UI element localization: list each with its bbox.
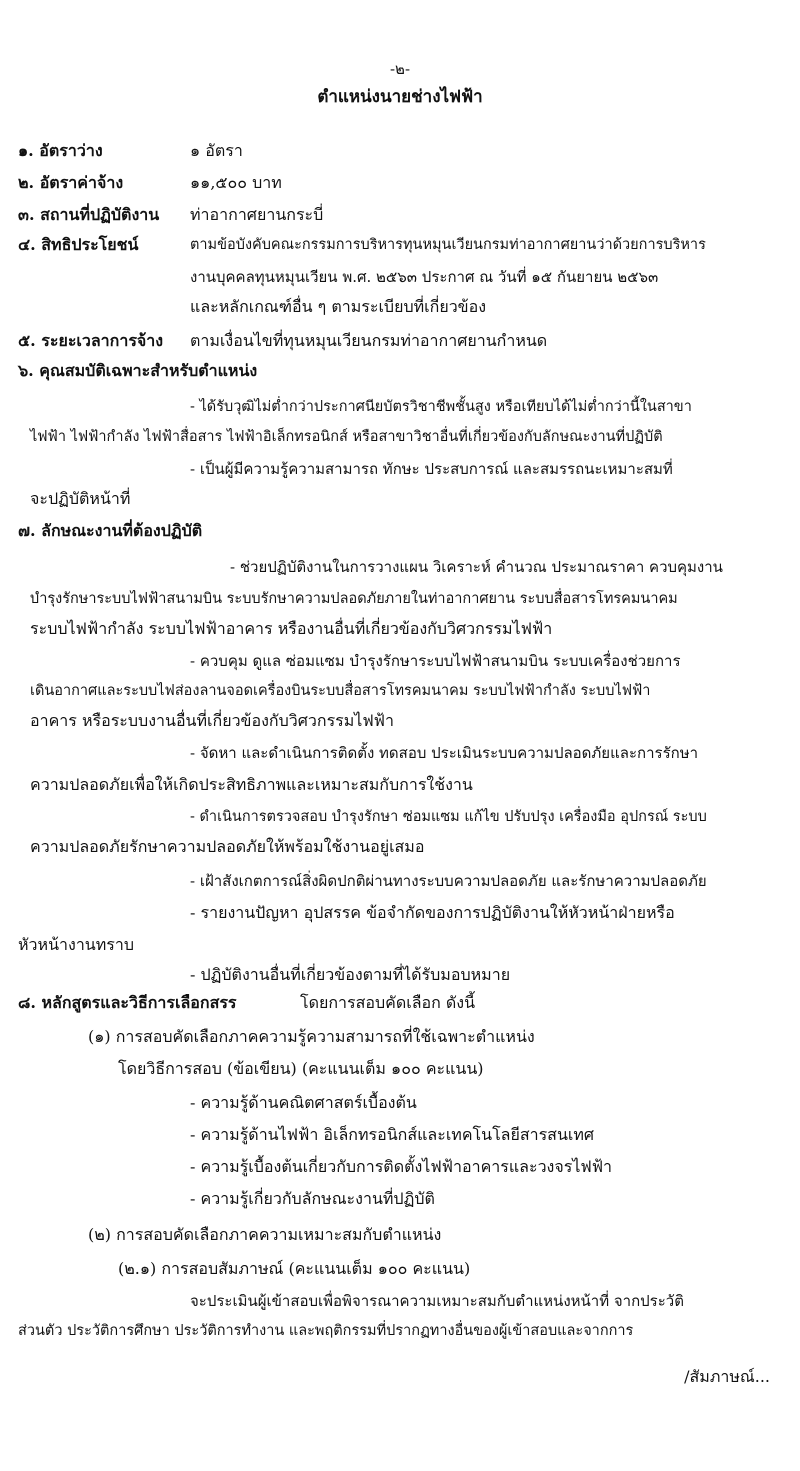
continuation-marker: /สัมภาษณ์... bbox=[684, 1367, 770, 1386]
section-7-text: ความปลอดภัยรักษาความปลอดภัยให้พร้อมใช้งานอยู่เสมอ bbox=[30, 837, 425, 856]
list-item: - ความรู้ด้านคณิตศาสตร์เบื้องต้น bbox=[190, 1093, 417, 1112]
section-1-label: ๑. อัตราว่าง bbox=[18, 141, 103, 160]
section-2-label: ๒. อัตราค่าจ้าง bbox=[18, 173, 124, 192]
section-7-text: - จัดหา และดำเนินการติดตั้ง ทดสอบ ประเมินระบบความปลอดภัยและการรักษา bbox=[190, 744, 699, 762]
section-4-line: ตามข้อบังคับคณะกรรมการบริหารทุนหมุนเวียนกรมท่าอากาศยานว่าด้วยการบริหาร bbox=[190, 237, 706, 253]
section-7-text: - ควบคุม ดูแล ซ่อมแซม บำรุงรักษาระบบไฟฟ้าสนามบิน ระบบเครื่องช่วยการ bbox=[190, 652, 681, 670]
section-8-1-heading: (๑) การสอบคัดเลือกภาคความรู้ความสามารถที่ใช้เฉพาะตำแหน่ง bbox=[88, 1027, 535, 1046]
section-6-label: ๖. คุณสมบัติเฉพาะสำหรับตำแหน่ง bbox=[18, 361, 258, 380]
section-7-text: บำรุงรักษาระบบไฟฟ้าสนามบิน ระบบรักษาความปลอดภัยภายในท่าอากาศยาน ระบบสื่อสารโทรคมนาคม bbox=[30, 591, 678, 607]
section-6-text: - ได้รับวุฒิไม่ต่ำกว่าประกาศนียบัตรวิชาชีพชั้นสูง หรือเทียบได้ไม่ต่ำกว่านี้ในสาขา bbox=[190, 399, 692, 415]
page-title: ตำแหน่งนายช่างไฟฟ้า bbox=[317, 87, 483, 107]
list-item: - ความรู้ด้านไฟฟ้า อิเล็กทรอนิกส์และเทคโนโลยีสารสนเทศ bbox=[190, 1125, 595, 1144]
section-8-1-heading: โดยวิธีการสอบ (ข้อเขียน) (คะแนนเต็ม ๑๐๐ คะแนน) bbox=[118, 1059, 484, 1078]
page-number: -๒- bbox=[389, 60, 411, 78]
section-7-text: เดินอากาศและระบบไฟส่องลานจอดเครื่องบินระบบสื่อสารโทรคมนาคม ระบบไฟฟ้ากำลัง ระบบไฟฟ้า bbox=[30, 683, 651, 699]
section-3-label: ๓. สถานที่ปฏิบัติงาน bbox=[18, 205, 160, 224]
section-7-label: ๗. ลักษณะงานที่ต้องปฏิบัติ bbox=[18, 521, 203, 540]
section-6-text: ไฟฟ้า ไฟฟ้ากำลัง ไฟฟ้าสื่อสาร ไฟฟ้าอิเล็กทรอนิกส์ หรือสาขาวิชาอื่นที่เกี่ยวข้องกับลักษณะงานที่ปฏิบัติ bbox=[30, 429, 663, 445]
section-2-value: ๑๑,๕๐๐ บาท bbox=[190, 173, 282, 192]
section-7-text: - ปฏิบัติงานอื่นที่เกี่ยวข้องตามที่ได้รับมอบหมาย bbox=[190, 965, 511, 984]
section-7-text: ความปลอดภัยเพื่อให้เกิดประสิทธิภาพและเหมาะสมกับการใช้งาน bbox=[30, 775, 473, 794]
section-7-text: - ดำเนินการตรวจสอบ บำรุงรักษา ซ่อมแซม แก้ไข ปรับปรุง เครื่องมือ อุปกรณ์ ระบบ bbox=[190, 809, 707, 825]
section-7-text: - เฝ้าสังเกตการณ์สิ่งผิดปกติผ่านทางระบบความปลอดภัย และรักษาความปลอดภัย bbox=[190, 872, 707, 890]
section-8-text: ส่วนตัว ประวัติการศึกษา ประวัติการทำงาน และพฤติกรรมที่ปรากฏทางอื่นของผู้เข้าสอบและจากการ bbox=[18, 1323, 634, 1339]
section-4-label: ๔. สิทธิประโยชน์ bbox=[18, 235, 139, 254]
section-7-text: อาคาร หรือระบบงานอื่นที่เกี่ยวข้องกับวิศวกรรมไฟฟ้า bbox=[30, 711, 394, 730]
section-7-text: - ช่วยปฏิบัติงานในการวางแผน วิเคราะห์ คำนวณ ประมาณราคา ควบคุมงาน bbox=[230, 558, 723, 576]
section-4-line: และหลักเกณฑ์อื่น ๆ ตามระเบียบที่เกี่ยวข้อง bbox=[190, 297, 487, 316]
section-6-text: - เป็นผู้มีความรู้ความสามารถ ทักษะ ประสบการณ์ และสมรรถนะเหมาะสมที่ bbox=[190, 460, 673, 478]
section-8-value: โดยการสอบคัดเลือก ดังนี้ bbox=[300, 993, 476, 1012]
section-5-value: ตามเงื่อนไขที่ทุนหมุนเวียนกรมท่าอากาศยานกำหนด bbox=[190, 331, 548, 350]
section-8-2-heading: (๒) การสอบคัดเลือกภาคความเหมาะสมกับตำแหน่ง bbox=[88, 1225, 442, 1244]
section-4-line: งานบุคคลทุนหมุนเวียน พ.ศ. ๒๕๖๓ ประกาศ ณ วันที่ ๑๕ กันยายน ๒๕๖๓ bbox=[190, 268, 659, 286]
section-8-label: ๘. หลักสูตรและวิธีการเลือกสรร bbox=[18, 993, 237, 1012]
section-5-label: ๕. ระยะเวลาการจ้าง bbox=[18, 331, 164, 350]
section-3-value: ท่าอากาศยานกระบี่ bbox=[190, 205, 324, 224]
section-7-text: หัวหน้างานทราบ bbox=[18, 935, 135, 954]
section-8-text: จะประเมินผู้เข้าสอบเพื่อพิจารณาความเหมาะสมกับตำแหน่งหน้าที่ จากประวัติ bbox=[190, 1292, 684, 1310]
list-item: - ความรู้เบื้องต้นเกี่ยวกับการติดตั้งไฟฟ้าอาคารและวงจรไฟฟ้า bbox=[190, 1157, 613, 1176]
list-item: - ความรู้เกี่ยวกับลักษณะงานที่ปฏิบัติ bbox=[190, 1189, 435, 1208]
section-6-text: จะปฏิบัติหน้าที่ bbox=[30, 489, 131, 508]
section-8-2-1-heading: (๒.๑) การสอบสัมภาษณ์ (คะแนนเต็ม ๑๐๐ คะแนน) bbox=[118, 1259, 471, 1278]
section-7-text: - รายงานปัญหา อุปสรรค ข้อจำกัดของการปฏิบัติงานให้หัวหน้าฝ่ายหรือ bbox=[190, 903, 675, 922]
section-7-text: ระบบไฟฟ้ากำลัง ระบบไฟฟ้าอาคาร หรืองานอื่นที่เกี่ยวข้องกับวิศวกรรมไฟฟ้า bbox=[30, 619, 553, 638]
section-1-value: ๑ อัตรา bbox=[190, 141, 243, 160]
